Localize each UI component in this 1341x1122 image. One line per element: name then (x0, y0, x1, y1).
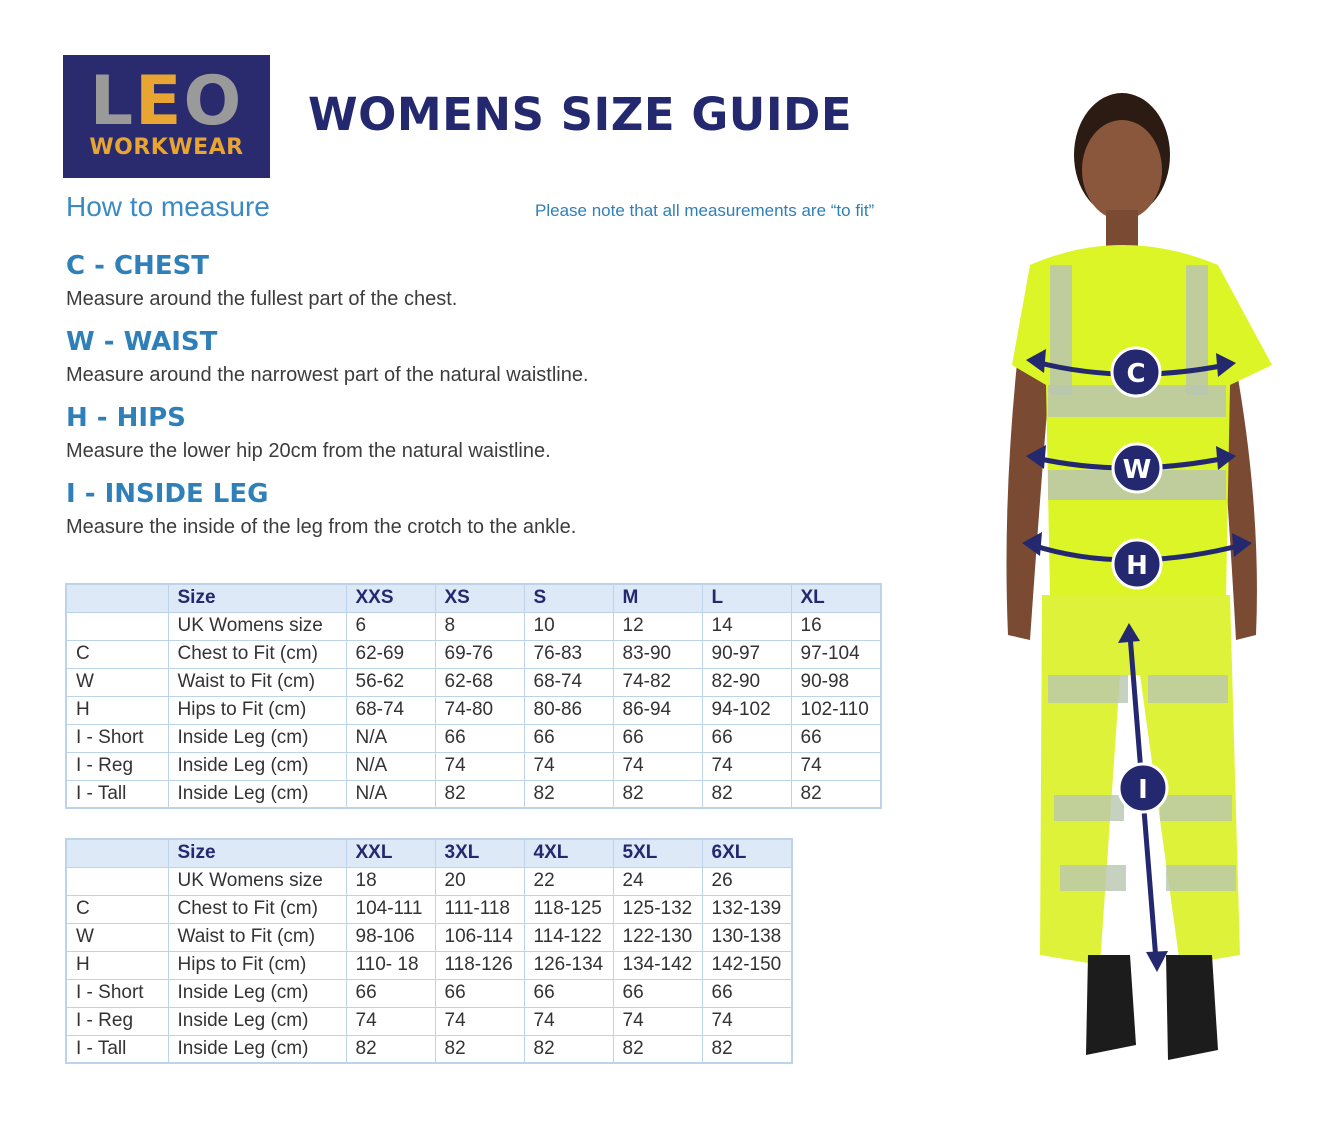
table-cell: Hips to Fit (cm) (168, 951, 346, 979)
table-cell: 82 (435, 780, 524, 808)
table-cell: UK Womens size (168, 867, 346, 895)
measure-heading: I - INSIDE LEG (66, 479, 269, 509)
table-cell: 142-150 (702, 951, 792, 979)
table-cell: H (66, 696, 168, 724)
table-header-cell (66, 839, 168, 867)
reflective-band (1054, 795, 1124, 821)
table-row (66, 895, 792, 923)
measure-description: Measure around the narrowest part of the natural waistline. (66, 364, 589, 386)
table-cell: 83-90 (613, 640, 702, 668)
measure-inside-leg (66, 478, 576, 540)
table-row (66, 1035, 792, 1063)
table-cell: 74-80 (435, 696, 524, 724)
reflective-band (1166, 865, 1236, 891)
table-cell: 74 (613, 752, 702, 780)
table-header-cell: L (702, 584, 791, 612)
table-cell: 118-125 (524, 895, 613, 923)
table-cell: 18 (346, 867, 435, 895)
reflective-band (1160, 795, 1232, 821)
table-cell: 134-142 (613, 951, 702, 979)
table-cell: 106-114 (435, 923, 524, 951)
table-cell: Inside Leg (cm) (168, 1007, 346, 1035)
marker-i (1119, 764, 1167, 812)
table-cell: Inside Leg (cm) (168, 752, 346, 780)
table-cell: C (66, 640, 168, 668)
table-cell: 16 (791, 612, 881, 640)
table-row (66, 696, 881, 724)
table-cell: 90-98 (791, 668, 881, 696)
table-cell: 66 (702, 979, 792, 1007)
table-cell: 74 (524, 1007, 613, 1035)
table-header-cell: Size (168, 839, 346, 867)
measure-heading: C - CHEST (66, 251, 210, 281)
table-cell: 26 (702, 867, 792, 895)
table-cell: 74 (791, 752, 881, 780)
table-row (66, 867, 792, 895)
table-cell: 74 (346, 1007, 435, 1035)
brand-logo (63, 55, 270, 178)
reflective-brace (1186, 265, 1208, 395)
table-cell: Inside Leg (cm) (168, 979, 346, 1007)
table-cell: N/A (346, 724, 435, 752)
table-cell: 62-68 (435, 668, 524, 696)
table-cell: 110- 18 (346, 951, 435, 979)
table-cell: 6 (346, 612, 435, 640)
table-cell: 104-111 (346, 895, 435, 923)
table-header-cell: XL (791, 584, 881, 612)
table-cell: N/A (346, 780, 435, 808)
table-cell: 118-126 (435, 951, 524, 979)
model-right-boot (1166, 955, 1218, 1060)
table-cell: 126-134 (524, 951, 613, 979)
table-cell: 12 (613, 612, 702, 640)
reflective-band (1148, 675, 1228, 703)
table-cell: 111-118 (435, 895, 524, 923)
table-row (66, 1007, 792, 1035)
logo-subtitle: WORKWEAR (89, 135, 244, 160)
table-cell: 56-62 (346, 668, 435, 696)
table-cell: I - Reg (66, 1007, 168, 1035)
table-header-cell: Size (168, 584, 346, 612)
table-cell: I - Reg (66, 752, 168, 780)
table-row (66, 923, 792, 951)
svg-text:I: I (1138, 775, 1148, 805)
table-cell: 98-106 (346, 923, 435, 951)
table-cell: Inside Leg (cm) (168, 724, 346, 752)
table-cell: 94-102 (702, 696, 791, 724)
marker-c (1112, 348, 1160, 396)
table-cell: 122-130 (613, 923, 702, 951)
reflective-brace (1050, 265, 1072, 395)
table-header-cell: 4XL (524, 839, 613, 867)
measure-description: Measure around the fullest part of the chest. (66, 288, 458, 310)
table-cell: Waist to Fit (cm) (168, 923, 346, 951)
measure-heading: H - HIPS (66, 403, 186, 433)
measure-hips (66, 402, 551, 464)
table-cell: I - Short (66, 724, 168, 752)
table-header-cell: 6XL (702, 839, 792, 867)
table-cell: 66 (613, 979, 702, 1007)
table-cell (66, 612, 168, 640)
table-cell: 74 (613, 1007, 702, 1035)
table-cell: 74 (702, 752, 791, 780)
marker-h (1113, 540, 1161, 588)
reflective-band (1048, 675, 1128, 703)
table-cell: 69-76 (435, 640, 524, 668)
table-cell: 66 (702, 724, 791, 752)
table-cell: 8 (435, 612, 524, 640)
fit-note: Please note that all measurements are “to fit” (535, 201, 875, 220)
svg-text:H: H (1126, 551, 1148, 581)
measure-heading: W - WAIST (66, 327, 218, 357)
table-cell: I - Tall (66, 780, 168, 808)
table-row (66, 752, 881, 780)
table-cell: Hips to Fit (cm) (168, 696, 346, 724)
svg-text:C: C (1126, 359, 1146, 389)
table-cell: 66 (524, 979, 613, 1007)
table-cell: 74 (702, 1007, 792, 1035)
table-cell: 10 (524, 612, 613, 640)
table-cell: 86-94 (613, 696, 702, 724)
logo-wordmark: LEO (89, 62, 244, 141)
table-cell: 74 (524, 752, 613, 780)
table-cell: H (66, 951, 168, 979)
table-cell: 82 (702, 780, 791, 808)
table-cell: 130-138 (702, 923, 792, 951)
table-cell: 66 (435, 724, 524, 752)
measure-chest (66, 250, 457, 312)
table-cell: 66 (613, 724, 702, 752)
table-cell: 82 (524, 1035, 613, 1063)
table-cell: Chest to Fit (cm) (168, 895, 346, 923)
table-cell: Inside Leg (cm) (168, 1035, 346, 1063)
table-cell: 82 (435, 1035, 524, 1063)
measure-description: Measure the inside of the leg from the crotch to the ankle. (66, 516, 577, 538)
table-cell: 76-83 (524, 640, 613, 668)
table-cell: 66 (524, 724, 613, 752)
table-cell: 82 (524, 780, 613, 808)
table-cell: 22 (524, 867, 613, 895)
table-header-row (66, 584, 881, 612)
measure-description: Measure the lower hip 20cm from the natural waistline. (66, 440, 551, 462)
marker-w (1113, 444, 1161, 492)
table-header-cell: XXS (346, 584, 435, 612)
table-cell: 82 (613, 780, 702, 808)
table-cell: W (66, 668, 168, 696)
model-neck (1106, 210, 1138, 250)
table-row (66, 612, 881, 640)
table-cell: Inside Leg (cm) (168, 780, 346, 808)
table-cell: 74 (435, 752, 524, 780)
table-cell: I - Tall (66, 1035, 168, 1063)
table-cell: 102-110 (791, 696, 881, 724)
size-table-regular (65, 583, 882, 809)
table-header-cell: XS (435, 584, 524, 612)
table-cell: 82 (702, 1035, 792, 1063)
table-cell: 125-132 (613, 895, 702, 923)
table-header-cell: XXL (346, 839, 435, 867)
page-title: WOMENS SIZE GUIDE (308, 88, 853, 141)
table-cell: N/A (346, 752, 435, 780)
table-header-cell: 3XL (435, 839, 524, 867)
table-cell: UK Womens size (168, 612, 346, 640)
size-table-plus (65, 838, 793, 1064)
measure-waist (66, 326, 589, 388)
table-cell: 14 (702, 612, 791, 640)
svg-text:W: W (1122, 455, 1152, 485)
table-cell: 74-82 (613, 668, 702, 696)
table-cell: 68-74 (346, 696, 435, 724)
table-row (66, 724, 881, 752)
table-cell: Chest to Fit (cm) (168, 640, 346, 668)
table-cell: 66 (346, 979, 435, 1007)
table-header-cell: M (613, 584, 702, 612)
table-cell: 82 (613, 1035, 702, 1063)
table-cell: 68-74 (524, 668, 613, 696)
table-cell: C (66, 895, 168, 923)
table-row (66, 951, 792, 979)
table-row (66, 668, 881, 696)
table-cell: 132-139 (702, 895, 792, 923)
table-cell: 82-90 (702, 668, 791, 696)
model-figure (990, 75, 1290, 1075)
table-row (66, 979, 792, 1007)
table-cell: 74 (435, 1007, 524, 1035)
table-cell: 97-104 (791, 640, 881, 668)
model-left-boot (1086, 955, 1136, 1055)
table-cell: W (66, 923, 168, 951)
model-head (1082, 120, 1162, 220)
table-cell: 66 (791, 724, 881, 752)
table-cell: 82 (346, 1035, 435, 1063)
table-cell: Waist to Fit (cm) (168, 668, 346, 696)
section-heading: How to measure (66, 191, 270, 222)
table-header-cell: S (524, 584, 613, 612)
table-cell: 20 (435, 867, 524, 895)
table-cell: 24 (613, 867, 702, 895)
table-cell: 90-97 (702, 640, 791, 668)
table-cell: 66 (435, 979, 524, 1007)
table-header-cell: 5XL (613, 839, 702, 867)
table-cell: 114-122 (524, 923, 613, 951)
table-cell (66, 867, 168, 895)
table-header-row (66, 839, 792, 867)
table-cell: 82 (791, 780, 881, 808)
table-row (66, 640, 881, 668)
table-cell: 62-69 (346, 640, 435, 668)
table-header-cell (66, 584, 168, 612)
table-cell: I - Short (66, 979, 168, 1007)
reflective-band (1060, 865, 1126, 891)
table-row (66, 780, 881, 808)
table-cell: 80-86 (524, 696, 613, 724)
